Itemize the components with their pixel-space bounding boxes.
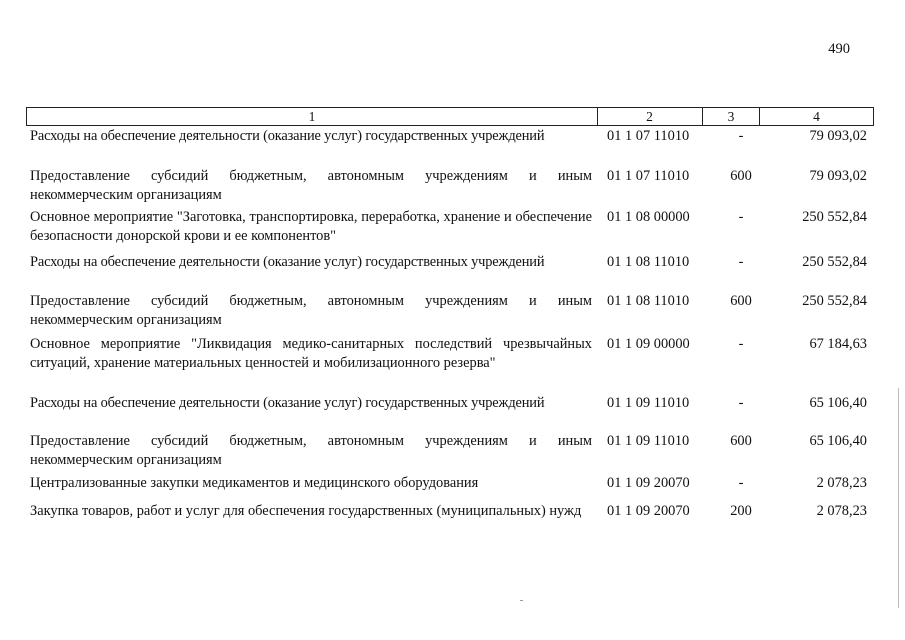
row-code: 01 1 09 00000 — [607, 336, 690, 352]
row-expense-type: - — [738, 395, 744, 411]
row-code: 01 1 09 20070 — [607, 475, 690, 491]
row-amount: 65 106,40 — [809, 395, 867, 411]
row-expense-type: - — [738, 209, 744, 225]
row-amount: 2 078,23 — [816, 503, 867, 519]
row-amount: 250 552,84 — [802, 254, 867, 270]
row-expense-type: - — [738, 336, 744, 352]
row-expense-type: - — [738, 475, 744, 491]
row-code: 01 1 08 11010 — [607, 254, 690, 270]
row-expense-type: - — [738, 254, 744, 270]
row-amount: 79 093,02 — [809, 128, 867, 144]
page-number: 490 — [828, 41, 850, 57]
row-name: Предоставление субсидий бюджетным, автономным учреждениям и иным некоммерческим организациям — [30, 293, 592, 328]
row-name: Предоставление субсидий бюджетным, автономным учреждениям и иным некоммерческим организациям — [30, 168, 592, 203]
row-expense-type: 600 — [730, 293, 752, 309]
row-code: 01 1 08 11010 — [607, 293, 690, 309]
row-amount: 2 078,23 — [816, 475, 867, 491]
row-name: Закупка товаров, работ и услуг для обеспечения государственных (муниципальных) нужд — [30, 503, 582, 519]
row-code: 01 1 07 11010 — [607, 128, 690, 144]
row-amount: 67 184,63 — [809, 336, 867, 352]
column-header-3: 3 — [703, 108, 760, 125]
column-header-1: 1 — [27, 108, 598, 125]
row-code: 01 1 09 20070 — [607, 503, 690, 519]
row-name: Расходы на обеспечение деятельности (оказание услуг) государственных учреждений — [30, 395, 545, 411]
row-expense-type: 600 — [730, 433, 752, 449]
row-expense-type: 600 — [730, 168, 752, 184]
row-name: Основное мероприятие "Ликвидация медико-санитарных последствий чрезвычайных ситуаций, хранение материальных ценностей и мобилизационного резерва" — [30, 336, 592, 371]
row-name: Расходы на обеспечение деятельности (оказание услуг) государственных учреждений — [30, 254, 545, 270]
scan-edge-line — [898, 388, 899, 608]
row-expense-type: 200 — [730, 503, 752, 519]
row-expense-type: - — [738, 128, 744, 144]
row-name: Предоставление субсидий бюджетным, автономным учреждениям и иным некоммерческим организациям — [30, 433, 592, 468]
row-name: Основное мероприятие "Заготовка, транспортировка, переработка, хранение и обеспечение безопасности донорской крови и ее компонентов" — [30, 209, 592, 244]
row-name: Централизованные закупки медикаментов и медицинского оборудования — [30, 475, 479, 491]
column-header-2: 2 — [597, 108, 703, 125]
row-amount: 250 552,84 — [802, 293, 867, 309]
row-amount: 65 106,40 — [809, 433, 867, 449]
row-code: 01 1 09 11010 — [607, 395, 690, 411]
row-amount: 250 552,84 — [802, 209, 867, 225]
row-code: 01 1 07 11010 — [607, 168, 690, 184]
row-amount: 79 093,02 — [809, 168, 867, 184]
row-code: 01 1 08 00000 — [607, 209, 690, 225]
column-header-4: 4 — [813, 109, 820, 124]
table-header — [26, 107, 874, 126]
row-name: Расходы на обеспечение деятельности (оказание услуг) государственных учреждений — [30, 128, 545, 144]
scan-speck — [520, 600, 523, 601]
row-code: 01 1 09 11010 — [607, 433, 690, 449]
